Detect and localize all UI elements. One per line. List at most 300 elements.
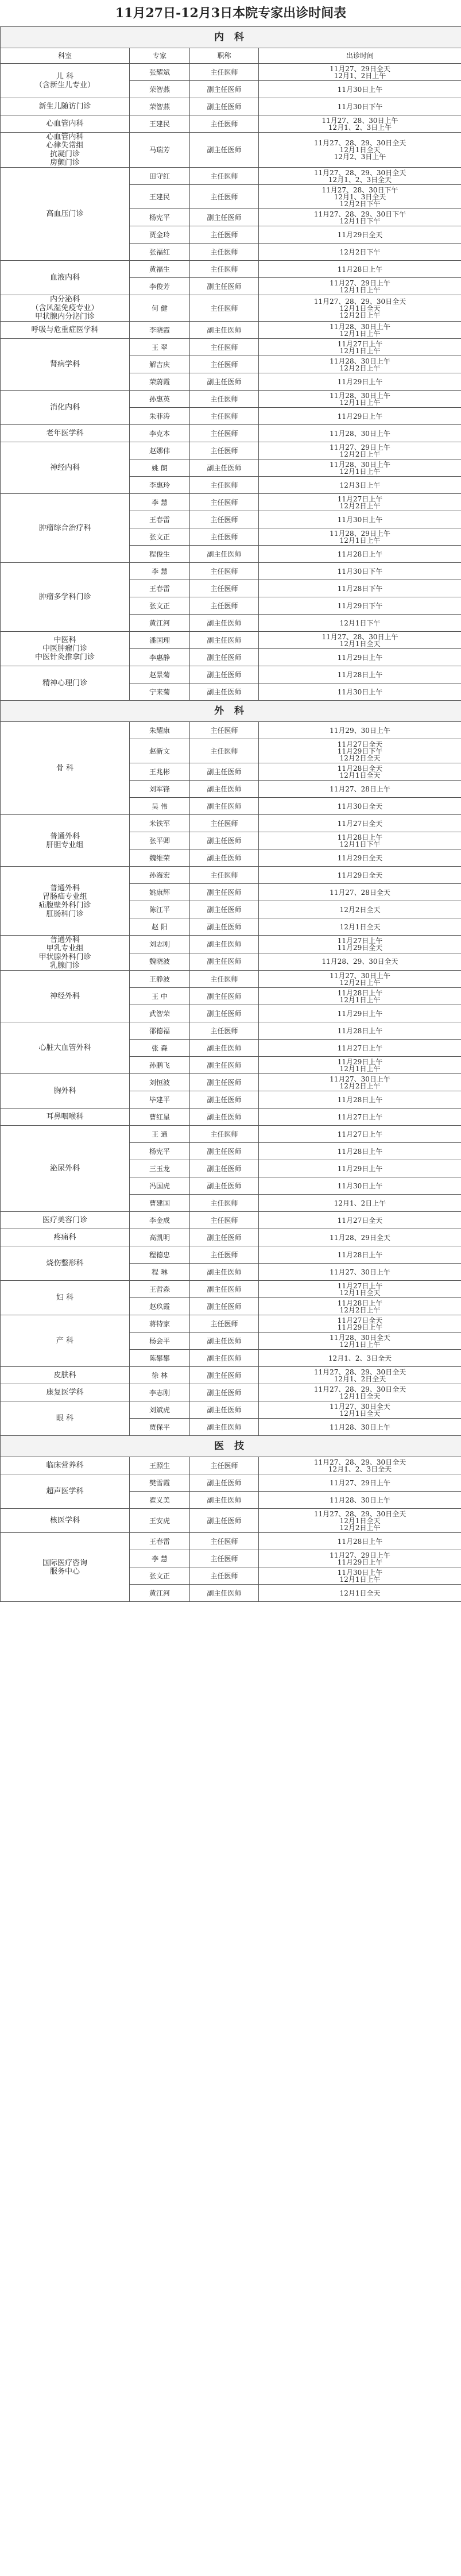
section-header-row <box>1 27 461 48</box>
time-cell: 11月27、28、29、30日下午 12月1日下午 <box>259 209 461 226</box>
time-cell: 11月28日上午 <box>259 1022 461 1040</box>
department-cell: 妇 科 <box>1 1281 130 1315</box>
time-cell: 11月27日上午 12月1日全天 <box>259 1281 461 1298</box>
department-cell: 呼吸与危重症医学科 <box>1 322 130 339</box>
title-cell: 副主任医师 <box>190 81 259 98</box>
title-cell: 副主任医师 <box>190 1350 259 1367</box>
time-cell: 11月28、30日上午 <box>259 425 461 442</box>
title-cell: 主任医师 <box>190 244 259 261</box>
time-cell: 11月27日上午 11月29日全天 <box>259 936 461 953</box>
department-cell: 产 科 <box>1 1315 130 1367</box>
expert-cell: 李俊芳 <box>130 278 190 295</box>
title-cell: 主任医师 <box>190 867 259 884</box>
department-cell: 超声医学科 <box>1 1474 130 1509</box>
title-cell: 副主任医师 <box>190 546 259 563</box>
expert-cell: 刘恒波 <box>130 1074 190 1091</box>
table-row <box>1 1533 461 1550</box>
expert-cell: 武智荣 <box>130 1005 190 1022</box>
expert-cell: 李惠静 <box>130 649 190 666</box>
title-cell: 主任医师 <box>190 1126 259 1143</box>
title-cell: 副主任医师 <box>190 615 259 632</box>
title-cell: 主任医师 <box>190 815 259 832</box>
table-row <box>1 722 461 739</box>
time-cell: 11月27日全天 11月29日上午 <box>259 1315 461 1333</box>
department-cell: 皮肤科 <box>1 1367 130 1384</box>
department-cell: 临床营养科 <box>1 1457 130 1474</box>
title-cell: 主任医师 <box>190 971 259 988</box>
department-cell: 耳鼻咽喉科 <box>1 1109 130 1126</box>
time-cell: 11月28日上午 <box>259 666 461 683</box>
table-row <box>1 322 461 339</box>
time-cell: 11月28、30日全天 12月1日上午 <box>259 1333 461 1350</box>
expert-cell: 魏晓波 <box>130 953 190 971</box>
table-row <box>1 1022 461 1040</box>
title-cell: 主任医师 <box>190 477 259 494</box>
time-cell: 11月27、30日全天 12月1日全天 <box>259 1401 461 1419</box>
title-cell: 副主任医师 <box>190 918 259 936</box>
time-cell: 11月27、29日全天 12月1、2日上午 <box>259 64 461 81</box>
title-cell: 主任医师 <box>190 511 259 528</box>
table-row <box>1 295 461 322</box>
department-cell: 新生儿随访门诊 <box>1 98 130 115</box>
expert-cell: 姚康辉 <box>130 884 190 901</box>
section-header-row <box>1 701 461 722</box>
time-cell: 11月27、28、29、30日全天 12月1日全天 <box>259 1384 461 1401</box>
time-cell: 12月3日上午 <box>259 477 461 494</box>
expert-cell: 黄福生 <box>130 261 190 278</box>
expert-cell: 李 慧 <box>130 563 190 580</box>
expert-cell: 蒋特家 <box>130 1315 190 1333</box>
table-row <box>1 666 461 683</box>
title-cell: 主任医师 <box>190 1212 259 1229</box>
title-cell: 主任医师 <box>190 1457 259 1474</box>
time-cell: 11月29日上午 <box>259 373 461 391</box>
time-cell: 11月28日上午 <box>259 1143 461 1160</box>
title-cell: 副主任医师 <box>190 1109 259 1126</box>
expert-cell: 王春雷 <box>130 1533 190 1550</box>
table-row <box>1 1074 461 1091</box>
department-cell: 康复医学科 <box>1 1384 130 1401</box>
title-cell: 副主任医师 <box>190 1143 259 1160</box>
table-row <box>1 1401 461 1419</box>
expert-cell: 王照生 <box>130 1457 190 1474</box>
time-cell: 11月27、28、30日上午 12月1日全天 <box>259 632 461 649</box>
title-cell: 主任医师 <box>190 528 259 546</box>
title-cell: 副主任医师 <box>190 832 259 849</box>
department-cell: 内分泌科 （含风湿免疫专业） 甲状腺内分泌门诊 <box>1 295 130 322</box>
time-cell: 11月27日上午 12月2日上午 <box>259 494 461 511</box>
table-row <box>1 1457 461 1474</box>
time-cell: 11月27、28、29、30日全天 12月1日全天 12月2、3日上午 <box>259 133 461 168</box>
time-cell: 12月1、2、3日全天 <box>259 1350 461 1367</box>
title-cell: 副主任医师 <box>190 1177 259 1195</box>
title-cell: 副主任医师 <box>190 1384 259 1401</box>
title-cell: 副主任医师 <box>190 936 259 953</box>
time-cell: 11月27、28日全天 <box>259 884 461 901</box>
time-cell: 11月27、28、29、30日全天 12月1、2日全天 <box>259 1367 461 1384</box>
title-cell: 副主任医师 <box>190 849 259 867</box>
title-cell: 主任医师 <box>190 1246 259 1264</box>
title-cell: 副主任医师 <box>190 98 259 115</box>
expert-cell: 王建民 <box>130 115 190 133</box>
expert-cell: 王 通 <box>130 1126 190 1143</box>
time-cell: 12月2日全天 <box>259 901 461 918</box>
time-cell: 11月27、30日上午 12月2日上午 <box>259 971 461 988</box>
time-cell: 11月28日上午 <box>259 1246 461 1264</box>
title-cell: 副主任医师 <box>190 763 259 781</box>
time-cell: 11月29日上午 12月1日上午 <box>259 1057 461 1074</box>
table-row <box>1 1384 461 1401</box>
expert-cell: 翟义美 <box>130 1492 190 1509</box>
expert-cell: 杨宪平 <box>130 1143 190 1160</box>
title-cell: 主任医师 <box>190 295 259 322</box>
time-cell: 11月30日下午 <box>259 563 461 580</box>
expert-cell: 三玉龙 <box>130 1160 190 1177</box>
title-cell: 主任医师 <box>190 168 259 185</box>
expert-cell: 毕建平 <box>130 1091 190 1109</box>
time-cell: 11月27日全天 11月29日下午 12月2日全天 <box>259 739 461 763</box>
department-cell: 核医学科 <box>1 1509 130 1533</box>
expert-cell: 李惠玲 <box>130 477 190 494</box>
department-cell: 骨 科 <box>1 722 130 815</box>
title-row <box>1 0 461 27</box>
time-cell: 11月27日上午 <box>259 1126 461 1143</box>
title-cell: 副主任医师 <box>190 988 259 1005</box>
time-cell: 11月29日全天 <box>259 849 461 867</box>
title-cell: 副主任医师 <box>190 649 259 666</box>
department-cell: 烧伤整形科 <box>1 1246 130 1281</box>
time-cell: 11月28、30日上午 <box>259 1419 461 1436</box>
time-cell: 11月27、28日上午 <box>259 781 461 798</box>
time-cell: 11月29日上午 <box>259 1005 461 1022</box>
column-header-row <box>1 48 461 64</box>
expert-cell: 张平卿 <box>130 832 190 849</box>
title-cell: 副主任医师 <box>190 683 259 701</box>
title-cell: 副主任医师 <box>190 322 259 339</box>
expert-cell: 田守红 <box>130 168 190 185</box>
time-cell: 11月27、29日上午 <box>259 1474 461 1492</box>
title-cell: 主任医师 <box>190 442 259 459</box>
time-cell: 11月27、29日上午 11月29日上午 <box>259 1550 461 1567</box>
time-cell: 11月28、30日上午 12月1日上午 <box>259 391 461 408</box>
title-cell: 副主任医师 <box>190 1229 259 1246</box>
department-cell: 心脏大血管外科 <box>1 1022 130 1074</box>
table-row <box>1 1315 461 1333</box>
department-cell: 神经内科 <box>1 442 130 494</box>
title-cell: 副主任医师 <box>190 373 259 391</box>
table-row <box>1 1474 461 1492</box>
table-row <box>1 1509 461 1533</box>
expert-cell: 吴 伟 <box>130 798 190 815</box>
title-cell: 副主任医师 <box>190 1091 259 1109</box>
time-cell: 11月27、30日上午 <box>259 1264 461 1281</box>
time-cell: 11月28、29、30日全天 <box>259 953 461 971</box>
department-cell: 眼 科 <box>1 1401 130 1436</box>
column-header-time: 出诊时间 <box>259 48 461 64</box>
title-cell: 副主任医师 <box>190 1474 259 1492</box>
time-cell: 11月29、30日上午 <box>259 722 461 739</box>
title-cell: 主任医师 <box>190 739 259 763</box>
expert-cell: 刘志刚 <box>130 936 190 953</box>
expert-cell: 潘国理 <box>130 632 190 649</box>
expert-cell: 程俊生 <box>130 546 190 563</box>
expert-cell: 贾金玲 <box>130 226 190 244</box>
expert-cell: 徐 林 <box>130 1367 190 1384</box>
title-cell: 副主任医师 <box>190 901 259 918</box>
expert-cell: 赵景菊 <box>130 666 190 683</box>
department-cell: 泌尿外科 <box>1 1126 130 1212</box>
time-cell: 11月30日上午 <box>259 511 461 528</box>
section-title: 外 科 <box>1 701 461 722</box>
table-row <box>1 1109 461 1126</box>
table-row <box>1 1367 461 1384</box>
table-row <box>1 98 461 115</box>
expert-cell: 杨会平 <box>130 1333 190 1350</box>
expert-cell: 朱菲涛 <box>130 408 190 425</box>
time-cell: 11月28日全天 12月1日全天 <box>259 763 461 781</box>
page-title: 11月27日-12月3日本院专家出诊时间表 <box>115 6 347 21</box>
expert-cell: 高凯明 <box>130 1229 190 1246</box>
table-row <box>1 1281 461 1298</box>
expert-cell: 解吉庆 <box>130 356 190 373</box>
title-cell: 主任医师 <box>190 408 259 425</box>
time-cell: 12月2日下午 <box>259 244 461 261</box>
time-cell: 11月30日上午 <box>259 81 461 98</box>
expert-cell: 张耀斌 <box>130 64 190 81</box>
time-cell: 11月27日全天 <box>259 815 461 832</box>
time-cell: 11月28、29日全天 <box>259 1229 461 1246</box>
time-cell: 11月28、30日上午 12月1日上午 <box>259 459 461 477</box>
table-row <box>1 971 461 988</box>
expert-cell: 冯国虎 <box>130 1177 190 1195</box>
title-cell: 主任医师 <box>190 563 259 580</box>
title-cell: 副主任医师 <box>190 1040 259 1057</box>
department-cell: 普通外科 甲乳专业组 甲状腺外科门诊 乳腺门诊 <box>1 936 130 971</box>
time-cell: 11月28日上午 12月2日上午 <box>259 1298 461 1315</box>
department-cell: 中医科 中医肿瘤门诊 中医针灸推拿门诊 <box>1 632 130 666</box>
column-header-expert: 专家 <box>130 48 190 64</box>
table-row <box>1 64 461 81</box>
department-cell: 血液内科 <box>1 261 130 295</box>
expert-cell: 陈江平 <box>130 901 190 918</box>
expert-cell: 王哲森 <box>130 1281 190 1298</box>
expert-cell: 马瑞芳 <box>130 133 190 168</box>
title-cell: 副主任医师 <box>190 798 259 815</box>
table-row <box>1 815 461 832</box>
title-cell: 副主任医师 <box>190 1057 259 1074</box>
time-cell: 11月30日上午 <box>259 683 461 701</box>
table-row <box>1 425 461 442</box>
title-cell: 主任医师 <box>190 1550 259 1567</box>
expert-cell: 孙惠英 <box>130 391 190 408</box>
title-cell: 主任医师 <box>190 1567 259 1585</box>
table-row <box>1 1229 461 1246</box>
title-cell: 主任医师 <box>190 494 259 511</box>
time-cell: 11月29日上午 <box>259 649 461 666</box>
time-cell: 12月1、2日上午 <box>259 1195 461 1212</box>
expert-cell: 赵 阳 <box>130 918 190 936</box>
department-cell: 老年医学科 <box>1 425 130 442</box>
expert-cell: 魏维荣 <box>130 849 190 867</box>
title-cell: 副主任医师 <box>190 1585 259 1602</box>
expert-cell: 李 慧 <box>130 494 190 511</box>
department-cell: 肿瘤多学科门诊 <box>1 563 130 632</box>
table-row <box>1 261 461 278</box>
expert-cell: 杨宪平 <box>130 209 190 226</box>
title-cell: 副主任医师 <box>190 884 259 901</box>
title-cell: 主任医师 <box>190 1195 259 1212</box>
title-cell: 主任医师 <box>190 115 259 133</box>
title-cell: 主任医师 <box>190 722 259 739</box>
time-cell: 11月29日全天 <box>259 867 461 884</box>
expert-cell: 李克本 <box>130 425 190 442</box>
time-cell: 11月27、28、30日上午 12月1、2、3日上午 <box>259 115 461 133</box>
title-cell: 副主任医师 <box>190 459 259 477</box>
time-cell: 11月27日上午 <box>259 1109 461 1126</box>
expert-cell: 曹建国 <box>130 1195 190 1212</box>
title-cell: 主任医师 <box>190 185 259 209</box>
title-cell: 主任医师 <box>190 425 259 442</box>
department-cell: 普通外科 胃肠疝专业组 疝腹壁外科门诊 肛肠科门诊 <box>1 867 130 936</box>
expert-cell: 宁来菊 <box>130 683 190 701</box>
title-cell: 副主任医师 <box>190 1005 259 1022</box>
table-row <box>1 442 461 459</box>
section-header-row <box>1 1436 461 1457</box>
department-cell: 国际医疗咨询 服务中心 <box>1 1533 130 1602</box>
expert-cell: 王兆彬 <box>130 763 190 781</box>
time-cell: 11月27日全天 <box>259 1212 461 1229</box>
table-row <box>1 867 461 884</box>
expert-cell: 刘军锋 <box>130 781 190 798</box>
expert-cell: 张文正 <box>130 528 190 546</box>
expert-cell: 刘斌虎 <box>130 1401 190 1419</box>
department-cell: 儿 科 （含新生儿专业） <box>1 64 130 98</box>
title-cell: 主任医师 <box>190 391 259 408</box>
time-cell: 11月28日上午 <box>259 546 461 563</box>
expert-cell: 李志刚 <box>130 1384 190 1401</box>
expert-cell: 李晓霞 <box>130 322 190 339</box>
expert-cell: 赵娜伟 <box>130 442 190 459</box>
expert-cell: 何 健 <box>130 295 190 322</box>
expert-cell: 黄江河 <box>130 615 190 632</box>
title-cell: 副主任医师 <box>190 1281 259 1298</box>
table-row <box>1 168 461 185</box>
title-cell: 副主任医师 <box>190 1509 259 1533</box>
title-cell: 副主任医师 <box>190 133 259 168</box>
time-cell: 11月28、30日上午 12月2日上午 <box>259 356 461 373</box>
title-cell: 副主任医师 <box>190 1419 259 1436</box>
department-cell: 心血管内科 心律失常组 抗凝门诊 房颤门诊 <box>1 133 130 168</box>
title-cell: 副主任医师 <box>190 632 259 649</box>
expert-cell: 程德忠 <box>130 1246 190 1264</box>
expert-cell: 赵新文 <box>130 739 190 763</box>
time-cell: 11月27日上午 12月1日上午 <box>259 339 461 356</box>
time-cell: 11月28日上午 12月1日上午 <box>259 988 461 1005</box>
time-cell: 11月29日上午 <box>259 1160 461 1177</box>
table-row <box>1 115 461 133</box>
title-cell: 主任医师 <box>190 339 259 356</box>
time-cell: 11月28日上午 <box>259 261 461 278</box>
table-row <box>1 1126 461 1143</box>
title-cell: 副主任医师 <box>190 1367 259 1384</box>
expert-cell: 王春雷 <box>130 580 190 597</box>
expert-cell: 王春雷 <box>130 511 190 528</box>
department-cell: 精神心理门诊 <box>1 666 130 701</box>
department-cell: 肾病学科 <box>1 339 130 391</box>
expert-cell: 李金成 <box>130 1212 190 1229</box>
expert-cell: 孙海宏 <box>130 867 190 884</box>
department-cell: 心血管内科 <box>1 115 130 133</box>
time-cell: 11月30日上午 12月1日上午 <box>259 1567 461 1585</box>
department-cell: 神经外科 <box>1 971 130 1022</box>
department-cell: 疼痛科 <box>1 1229 130 1246</box>
department-cell: 医疗美容门诊 <box>1 1212 130 1229</box>
expert-cell: 荣蔚霞 <box>130 373 190 391</box>
expert-cell: 王建民 <box>130 185 190 209</box>
department-cell: 普通外科 肝胆专业组 <box>1 815 130 867</box>
title-cell: 主任医师 <box>190 580 259 597</box>
expert-cell: 张文正 <box>130 1567 190 1585</box>
expert-cell: 王 翠 <box>130 339 190 356</box>
title-cell: 副主任医师 <box>190 1264 259 1281</box>
expert-cell: 张 森 <box>130 1040 190 1057</box>
time-cell: 11月27、30日上午 12月2日上午 <box>259 1074 461 1091</box>
column-header-title: 职称 <box>190 48 259 64</box>
expert-cell: 程 琳 <box>130 1264 190 1281</box>
table-row <box>1 1246 461 1264</box>
expert-cell: 朱耀康 <box>130 722 190 739</box>
title-cell: 副主任医师 <box>190 781 259 798</box>
table-row <box>1 936 461 953</box>
time-cell: 11月28、30日上午 12月1日上午 <box>259 322 461 339</box>
expert-cell: 曹红星 <box>130 1109 190 1126</box>
title-cell: 主任医师 <box>190 226 259 244</box>
title-cell: 副主任医师 <box>190 1160 259 1177</box>
expert-cell: 李 慧 <box>130 1550 190 1567</box>
department-cell: 胸外科 <box>1 1074 130 1109</box>
title-cell: 主任医师 <box>190 1315 259 1333</box>
time-cell: 12月1日下午 <box>259 615 461 632</box>
title-cell: 副主任医师 <box>190 1074 259 1091</box>
time-cell: 12月1日全天 <box>259 918 461 936</box>
time-cell: 11月27、29日上午 12月1日上午 <box>259 278 461 295</box>
title-cell: 主任医师 <box>190 356 259 373</box>
expert-cell: 赵玖霞 <box>130 1298 190 1315</box>
department-cell: 消化内科 <box>1 391 130 425</box>
expert-cell: 荣智燕 <box>130 81 190 98</box>
expert-cell: 米铁军 <box>130 815 190 832</box>
expert-cell: 孙鹏飞 <box>130 1057 190 1074</box>
time-cell: 11月27、28、30日下午 12月1、3日全天 12月2日下午 <box>259 185 461 209</box>
time-cell: 11月27、28、29、30日全天 12月1、2、3日全天 <box>259 168 461 185</box>
expert-cell: 王安虎 <box>130 1509 190 1533</box>
time-cell: 11月27、28、29、30日全天 12月1日全天 12月2日上午 <box>259 1509 461 1533</box>
table-row <box>1 494 461 511</box>
title-cell: 副主任医师 <box>190 1492 259 1509</box>
title-cell: 主任医师 <box>190 64 259 81</box>
time-cell: 11月27、28、29、30日全天 12月1日全天 12月2日上午 <box>259 295 461 322</box>
expert-cell: 贾保平 <box>130 1419 190 1436</box>
time-cell: 11月28日上午 12月1日下午 <box>259 832 461 849</box>
title-cell: 主任医师 <box>190 1022 259 1040</box>
table-row <box>1 133 461 168</box>
time-cell: 11月30日下午 <box>259 98 461 115</box>
expert-cell: 樊雪霞 <box>130 1474 190 1492</box>
time-cell: 11月27、29日上午 12月2日上午 <box>259 442 461 459</box>
title-cell: 主任医师 <box>190 1533 259 1550</box>
section-title: 内 科 <box>1 27 461 48</box>
column-header-department: 科室 <box>1 48 130 64</box>
